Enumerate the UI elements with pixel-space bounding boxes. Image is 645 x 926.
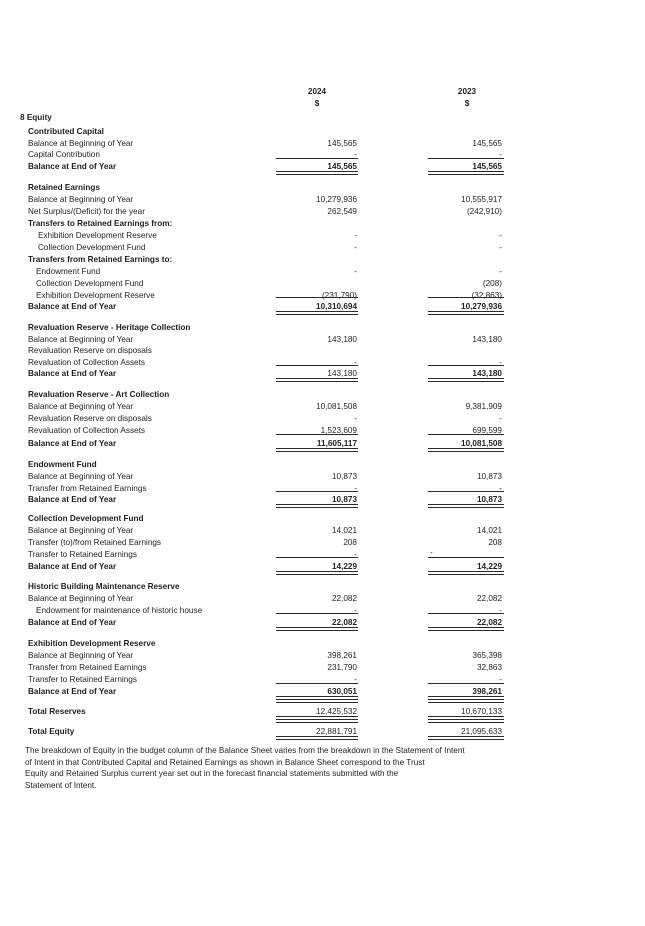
row-label: Transfer to Retained Earnings (28, 675, 137, 684)
table-row (0, 483, 645, 494)
value-2024: 231,790 (327, 663, 357, 672)
value-2024: 11,605,117 (316, 439, 357, 448)
row-label: Endowment Fund (36, 267, 101, 276)
value-2024: 10,279,936 (316, 195, 357, 204)
value-2023: (32,863) (471, 291, 502, 300)
row-label: Revaluation Reserve - Heritage Collection (28, 323, 191, 332)
row-label: Balance at End of Year (28, 618, 117, 627)
rule-2023 (428, 722, 504, 723)
value-2023: 143,180 (472, 335, 502, 344)
rule-2023 (428, 736, 504, 740)
value-2024: 10,081,508 (316, 402, 357, 411)
row-label: Exhibition Development Reserve (36, 291, 155, 300)
rule-2023 (428, 571, 504, 575)
value-2023: 10,555,917 (461, 195, 502, 204)
row-label: Balance at Beginning of Year (28, 402, 134, 411)
rule-2023 (428, 297, 504, 298)
row-label: Transfers to Retained Earnings from: (28, 219, 173, 228)
table-row (0, 413, 645, 424)
rule-2023 (428, 158, 504, 159)
row-label: Balance at Beginning of Year (28, 651, 134, 660)
value-2023: - (499, 484, 502, 493)
footnote-line: Statement of Intent. (25, 780, 97, 790)
table-row (0, 242, 645, 253)
value-2024: 22,082 (331, 594, 357, 603)
row-label: Total Equity (28, 727, 75, 736)
rule-2024 (276, 378, 358, 382)
value-2023: 22,082 (476, 594, 502, 603)
table-row (0, 662, 645, 673)
table-row (0, 126, 645, 137)
value-2024: - (354, 231, 357, 240)
value-2023: (242,910) (466, 207, 502, 216)
table-row (0, 525, 645, 536)
value-2023: - (499, 231, 502, 240)
value-2024: 143,180 (327, 335, 357, 344)
value-2024: 10,873 (331, 472, 357, 481)
rule-2023 (428, 696, 504, 700)
row-label: Contributed Capital (28, 127, 104, 136)
rule-2023 (428, 702, 504, 703)
row-label: Balance at End of Year (28, 162, 117, 171)
value-2023: 208 (488, 538, 502, 547)
value-2024: 10,873 (331, 495, 357, 504)
rule-2023 (428, 613, 504, 614)
footnote-line: of Intent in that Contributed Capital and Retained Earnings as shown in Balance Sheet correspond to the Trust (25, 757, 425, 767)
table-row (0, 357, 645, 368)
value-2024: 22,881,791 (316, 727, 357, 736)
row-label: Balance at End of Year (28, 302, 117, 311)
value-2024: 262,549 (327, 207, 357, 216)
row-label: Balance at Beginning of Year (28, 139, 134, 148)
rule-2024 (276, 297, 358, 298)
value-2023: 398,261 (472, 687, 502, 696)
table-row (0, 650, 645, 661)
value-2024: - (354, 550, 357, 559)
value-2023: - (499, 150, 502, 159)
table-row (0, 290, 645, 301)
value-2023: 9,381,909 (465, 402, 502, 411)
value-2024: - (354, 358, 357, 367)
value-2024: 208 (343, 538, 357, 547)
value-2024: 12,425,532 (316, 707, 357, 716)
row-label: Revaluation of Collection Assets (28, 426, 145, 435)
row-label: Balance at Beginning of Year (28, 526, 134, 535)
row-label: Retained Earnings (28, 183, 100, 192)
row-label: Revaluation Reserve on disposals (28, 346, 152, 355)
value-2024: 1,523,609 (320, 426, 357, 435)
value-2023: 10,279,936 (461, 302, 502, 311)
table-row (0, 194, 645, 205)
table-row (0, 218, 645, 229)
section-title: 8 Equity (20, 113, 52, 122)
rule-2024 (276, 702, 358, 703)
rule-2024 (276, 434, 358, 435)
value-2024: - (354, 484, 357, 493)
table-row (0, 471, 645, 482)
rule-2024 (276, 171, 358, 175)
rule-2023 (428, 491, 504, 492)
value-2023: 22,082 (476, 618, 502, 627)
table-row (0, 254, 645, 265)
row-label: Balance at End of Year (28, 369, 117, 378)
value-2023: - (499, 358, 502, 367)
value-2024: 398,261 (327, 651, 357, 660)
table-row (0, 513, 645, 524)
row-label: Transfers from Retained Earnings to: (28, 255, 173, 264)
row-label: Balance at Beginning of Year (28, 335, 134, 344)
currency-2023: $ (464, 99, 470, 108)
rule-2024 (276, 504, 358, 508)
value-2024: - (354, 243, 357, 252)
table-row (0, 389, 645, 400)
value-2023: - (499, 675, 502, 684)
row-label: Balance at End of Year (28, 687, 117, 696)
value-2024: (231,790) (321, 291, 357, 300)
value-2023: 10,873 (476, 495, 502, 504)
rule-2024 (276, 736, 358, 740)
rule-2024 (276, 158, 358, 159)
value-2024: 145,565 (327, 139, 357, 148)
table-row (0, 334, 645, 345)
row-label: Collection Development Fund (28, 514, 144, 523)
rule-2023 (428, 171, 504, 175)
rule-2023 (428, 448, 504, 452)
table-row (0, 345, 645, 356)
row-label: Endowment Fund (28, 460, 97, 469)
value-2023: 14,229 (476, 562, 502, 571)
value-2023: - (499, 267, 502, 276)
rule-2023 (428, 627, 504, 631)
value-2024: 143,180 (327, 369, 357, 378)
rule-2024 (276, 557, 358, 558)
table-row (0, 549, 645, 560)
value-2023: - (499, 243, 502, 252)
value-2023: 10,873 (476, 472, 502, 481)
row-label: Balance at Beginning of Year (28, 195, 134, 204)
table-row (0, 459, 645, 470)
column-header-2023: 2023 (457, 87, 477, 96)
rule-2023 (428, 378, 504, 382)
rule-2024 (276, 448, 358, 452)
rule-2024 (276, 627, 358, 631)
rule-2024 (276, 365, 358, 366)
row-label: Transfer from Retained Earnings (28, 663, 147, 672)
table-row (0, 638, 645, 649)
value-2023: - (499, 606, 502, 615)
row-label: Net Surplus/(Deficit) for the year (28, 207, 145, 216)
value-2023: 699,599 (472, 426, 502, 435)
footnote (25, 745, 505, 791)
currency-2024: $ (314, 99, 320, 108)
value-2024: - (354, 414, 357, 423)
row-label: Total Reserves (28, 707, 86, 716)
table-row (0, 266, 645, 277)
row-label: Collection Development Fund (38, 243, 146, 252)
row-label: Balance at End of Year (28, 562, 117, 571)
table-row (0, 182, 645, 193)
value-2024: - (354, 150, 357, 159)
row-label: Balance at End of Year (28, 495, 117, 504)
table-row (0, 605, 645, 616)
rule-2023 (428, 434, 504, 435)
rule-2023 (428, 311, 504, 315)
value-2023: 145,565 (472, 139, 502, 148)
value-2023: 14,021 (476, 526, 502, 535)
rule-2024 (276, 722, 358, 723)
table-row (0, 230, 645, 241)
value-2024: 145,565 (327, 162, 357, 171)
row-label: Balance at Beginning of Year (28, 472, 134, 481)
value-2023: 10,670,133 (461, 707, 502, 716)
value-2023: 365,398 (472, 651, 502, 660)
rule-2024 (276, 613, 358, 614)
rule-2023 (428, 716, 504, 720)
rule-2023 (428, 504, 504, 508)
rule-2024 (276, 716, 358, 720)
table-row (0, 322, 645, 333)
value-2023: (208) (482, 279, 502, 288)
rule-2024 (276, 491, 358, 492)
row-label: Balance at End of Year (28, 439, 117, 448)
rule-2024 (276, 311, 358, 315)
table-row (0, 593, 645, 604)
row-label: Exhibition Development Reserve (28, 639, 156, 648)
column-header-2024: 2024 (307, 87, 327, 96)
table-row (0, 401, 645, 412)
row-label: Exhibition Development Reserve (38, 231, 157, 240)
value-2024: 14,021 (331, 526, 357, 535)
value-2023: - (499, 414, 502, 423)
rule-2023 (428, 365, 504, 366)
value-2024: 10,310,694 (316, 302, 357, 311)
row-label: Capital Contribution (28, 150, 100, 159)
rule-2024 (276, 571, 358, 575)
footnote-line: The breakdown of Equity in the budget column of the Balance Sheet varies from the breakdown in the Statement of Intent (25, 746, 465, 755)
row-label: Revaluation Reserve - Art Collection (28, 390, 170, 399)
table-row (0, 581, 645, 592)
value-2023: 10,081,508 (461, 439, 502, 448)
value-2024: 630,051 (327, 687, 357, 696)
value-2023: 32,863 (476, 663, 502, 672)
value-2023: 145,565 (472, 162, 502, 171)
row-label: Transfer to Retained Earnings (28, 550, 137, 559)
footnote-line: Equity and Retained Surplus current year set out in the forecast financial statements submitted with the (25, 769, 399, 779)
table-row (0, 138, 645, 149)
row-label: Balance at Beginning of Year (28, 594, 134, 603)
row-label: Collection Development Fund (36, 279, 144, 288)
rule-2023 (428, 683, 504, 684)
table-row (0, 278, 645, 289)
table-row (0, 206, 645, 217)
table-row (0, 537, 645, 548)
row-label: Transfer (to)/from Retained Earnings (28, 538, 162, 547)
value-2024: - (354, 675, 357, 684)
value-2024: 22,082 (331, 618, 357, 627)
value-2023: 143,180 (472, 369, 502, 378)
row-label: Revaluation of Collection Assets (28, 358, 145, 367)
rule-2024 (276, 683, 358, 684)
value-2024: - (354, 606, 357, 615)
row-label: Transfer from Retained Earnings (28, 484, 147, 493)
rule-2023 (428, 557, 504, 558)
row-label: Endowment for maintenance of historic house (36, 606, 203, 615)
value-2023: 21,095,633 (461, 727, 502, 736)
stray-dash: - (430, 548, 433, 557)
row-label: Historic Building Maintenance Reserve (28, 582, 180, 591)
row-label: Revaluation Reserve on disposals (28, 414, 152, 423)
value-2024: 14,229 (331, 562, 357, 571)
rule-2024 (276, 696, 358, 700)
value-2024: - (354, 267, 357, 276)
